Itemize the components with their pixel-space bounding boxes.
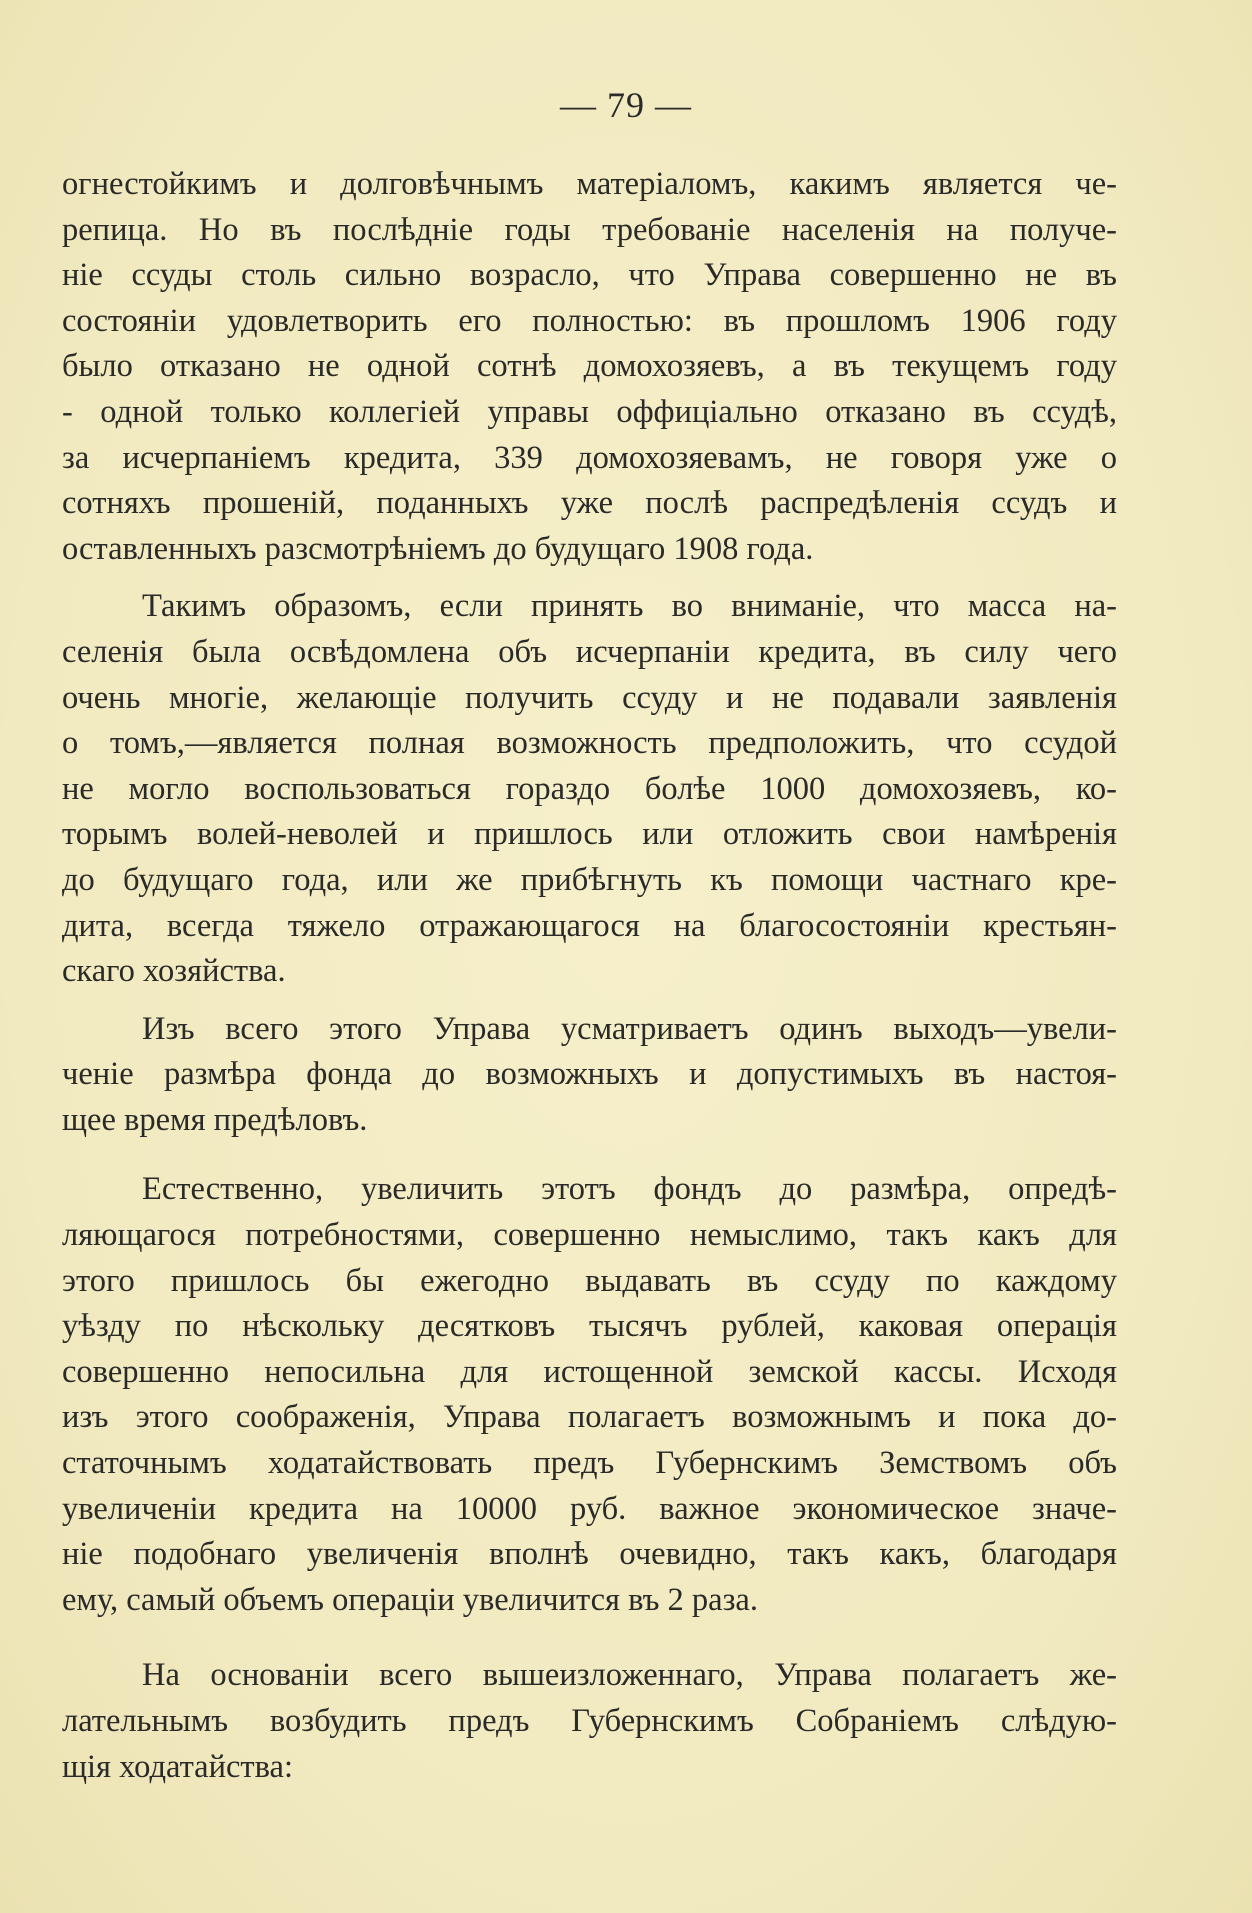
text-line: скаго хозяйства. (62, 953, 286, 990)
text-line: ченіе размѣра фонда до возможныхъ и допустимыхъ въ настоя- (62, 1056, 1117, 1093)
text-line: ніе ссуды столь сильно возрасло, что Управа совершенно не въ (62, 257, 1117, 294)
body-text (62, 162, 1117, 1790)
text-line: Изъ всего этого Управа усматриваетъ одинъ выходъ—увели- (142, 1010, 1117, 1047)
text-line: не могло воспользоваться гораздо болѣе 1000 домохозяевъ, ко- (62, 770, 1117, 807)
text-line: за исчерпаніемъ кредита, 339 домохозяевамъ, не говоря уже о (62, 439, 1117, 476)
text-line: было отказано не одной сотнѣ домохозяевъ, а въ текущемъ году (62, 348, 1117, 385)
paragraph-3 (62, 1007, 1117, 1144)
text-line: сотняхъ прошеній, поданныхъ уже послѣ распредѣленія ссудъ и (62, 485, 1117, 522)
text-line: Естественно, увеличить этотъ фондъ до размѣра, опредѣ- (142, 1171, 1117, 1208)
text-line: до будущаго года, или же прибѣгнуть къ помощи частнаго кре- (62, 861, 1117, 898)
text-line: - одной только коллегіей управы оффиціально отказано въ ссудѣ, (62, 393, 1117, 430)
text-line: оставленныхъ разсмотрѣніемъ до будущаго 1908 года. (62, 530, 814, 567)
text-line: увеличеніи кредита на 10000 руб. важное экономическое значе- (62, 1490, 1117, 1527)
text-line: о томъ,—является полная возможность предположить, что ссудой (62, 725, 1117, 762)
text-line: щее время предѣловъ. (62, 1101, 368, 1138)
text-line: очень многіе, желающіе получить ссуду и не подавали заявленія (62, 679, 1117, 716)
text-line: торымъ волей-неволей и пришлось или отложить свои намѣренія (62, 816, 1117, 853)
page-number: — 79 — (560, 85, 692, 125)
text-line: этого пришлось бы ежегодно выдавать въ ссуду по каждому (62, 1262, 1117, 1299)
text-line: статочнымъ ходатайствовать предъ Губернскимъ Земствомъ объ (62, 1445, 1117, 1482)
text-line: На основаніи всего вышеизложеннаго, Управа полагаетъ же- (142, 1657, 1117, 1694)
text-line: огнестойкимъ и долговѣчнымъ матеріаломъ, какимъ является че- (62, 166, 1117, 202)
text-line: ляющагося потребностями, совершенно немыслимо, такъ какъ для (62, 1217, 1117, 1254)
text-line: изъ этого соображенія, Управа полагаетъ возможнымъ и пока до- (62, 1399, 1117, 1436)
text-line: уѣзду по нѣскольку десятковъ тысячъ рублей, каковая операція (62, 1308, 1117, 1345)
text-line: лательнымъ возбудить предъ Губернскимъ Собраніемъ слѣдую- (62, 1703, 1117, 1739)
text-line: ему, самый объемъ операціи увеличится въ 2 раза. (62, 1581, 758, 1618)
paragraph-5 (62, 1653, 1117, 1790)
text-line: дита, всегда тяжело отражающагося на благосостояніи крестьян- (62, 907, 1117, 944)
text-line: совершенно непосильна для истощенной земской кассы. Исходя (62, 1353, 1117, 1390)
paragraph-4 (62, 1167, 1117, 1623)
text-line: репица. Но въ послѣдніе годы требованіе населенія на получе- (62, 211, 1117, 248)
paragraph-2 (62, 584, 1117, 994)
text-line: Такимъ образомъ, если принять во вниманіе, что масса на- (142, 588, 1117, 625)
paragraph-1 (62, 162, 1117, 572)
text-line: состояніи удовлетворить его полностью: въ прошломъ 1906 году (62, 302, 1117, 339)
text-line: щія ходатайства: (62, 1748, 293, 1785)
text-line: ніе подобнаго увеличенія вполнѣ очевидно, такъ какъ, благодаря (62, 1536, 1117, 1573)
text-line: селенія была освѣдомлена объ исчерпаніи кредита, въ силу чего (62, 633, 1117, 670)
